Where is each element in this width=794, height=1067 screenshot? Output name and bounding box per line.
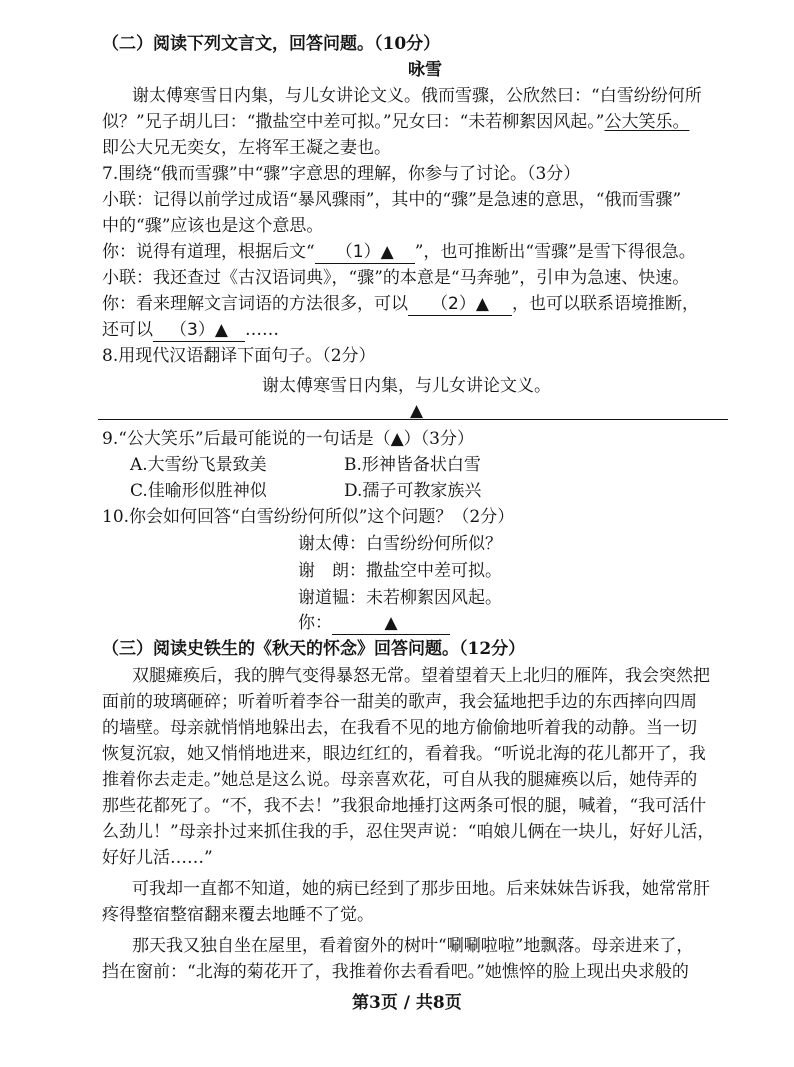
underlined-phrase: 公大笑乐。 <box>604 112 690 132</box>
p1-line-3: 的墙壁。母亲就悄悄地躲出去，在我看不见的地方偷偷地听着我的动静。当一切 <box>102 718 697 738</box>
question-10-stem: 10.你会如何回答“白雪纷纷何所似”这个问题？（2分） <box>102 507 515 527</box>
q7-line-2: 中的“骤”应该也是这个意思。 <box>102 216 324 236</box>
passage-line-1: 谢太傅寒雪日内集，与儿女讲论文义。俄而雪骤，公欣然曰：“白雪纷纷何所 <box>132 86 702 106</box>
q8-answer-mark: ▲ <box>410 401 424 421</box>
p1-line-5: 推着你去走走。”她总是这么说。母亲喜欢花，可自从我的腿瘫痪以后，她侍弄的 <box>102 770 698 790</box>
p2-line-1: 可我却一直都不知道，她的病已经到了那步田地。后来妹妹告诉我，她常常肝 <box>132 879 710 899</box>
question-9-stem: 9.“公大笑乐”后最可能说的一句话是（▲）（3分） <box>102 429 474 449</box>
q8-sentence: 谢太傅寒雪日内集，与儿女讲论文义。 <box>262 376 551 396</box>
p1-line-7: 么劲儿！”母亲扑过来抓住我的手，忍住哭声说：“咱娘儿俩在一块儿，好好儿活， <box>102 822 715 842</box>
q10-answer-blank[interactable]: ▲ <box>332 612 450 635</box>
passage-line-3: 即公大兄无奕女，左将军王凝之妻也。 <box>102 138 391 158</box>
p1-line-8: 好好儿活……” <box>102 848 213 868</box>
p1-line-4: 恢复沉寂，她又悄悄地进来，眼边红红的，看着我。“听说北海的花儿都开了，我 <box>102 744 706 764</box>
dialogue-line-2: 谢 朗：撒盐空中差可拟。 <box>298 561 502 581</box>
option-c[interactable]: C.佳喻形似胜神似 <box>130 481 267 501</box>
q7-you-line-3: 还可以 （3）▲ …… <box>102 320 279 340</box>
section-3-heading: （三）阅读史铁生的《秋天的怀念》回答问题。（12分） <box>102 639 526 659</box>
p1-line-6: 那些花都死了。“不，我不去！”我狠命地捶打这两条可恨的腿，喊着，“我可活什 <box>102 796 707 816</box>
question-8-stem: 8.用现代汉语翻译下面句子。（2分） <box>102 346 376 366</box>
answer-blank-2[interactable]: （2）▲ <box>408 293 512 316</box>
dialogue-line-1: 谢太傅：白雪纷纷何所似？ <box>298 534 502 554</box>
poem-title: 咏雪 <box>408 60 442 80</box>
option-b[interactable]: B.形神皆备状白雪 <box>344 455 481 475</box>
question-7-stem: 7.围绕“俄而雪骤”中“骤”字意思的理解，你参与了讨论。（3分） <box>102 164 581 184</box>
q7-you-line-1: 你：说得有道理，根据后文“ （1）▲ ”，也可推断出“雪骤”是雪下得很急。 <box>102 242 696 262</box>
p2-line-2: 疼得整宿整宿翻来覆去地睡不了觉。 <box>102 905 374 925</box>
answer-blank-3[interactable]: （3）▲ <box>153 319 245 342</box>
option-a[interactable]: A.大雪纷飞景致美 <box>130 455 267 475</box>
page-footer: 第3页 / 共8页 <box>352 993 462 1013</box>
q8-answer-line[interactable] <box>98 419 728 420</box>
passage-line-2: 似？”兄子胡儿曰：“撒盐空中差可拟。”兄女曰：“未若柳絮因风起。”公大笑乐。 <box>102 112 690 132</box>
q7-xiaolian-line: 小联：我还查过《古汉语词典》，“骤”的本意是“马奔驰”，引申为急速、快速。 <box>102 268 690 288</box>
section-2-heading: （二）阅读下列文言文，回答问题。（10分） <box>102 34 441 54</box>
p3-line-2: 挡在窗前：“北海的菊花开了，我推着你去看看吧。”她憔悴的脸上现出央求般的 <box>102 962 689 982</box>
q10-answer-line: 你： ▲ <box>298 612 450 635</box>
p3-line-1: 那天我又独自坐在屋里，看着窗外的树叶“唰唰啦啦”地飘落。母亲进来了， <box>132 936 694 956</box>
option-d[interactable]: D.孺子可教家族兴 <box>344 481 482 501</box>
dialogue-line-3: 谢道韫：未若柳絮因风起。 <box>298 588 502 608</box>
q7-line-1: 小联：记得以前学过成语“暴风骤雨”，其中的“骤”是急速的意思，“俄而雪骤” <box>102 190 682 210</box>
p1-line-2: 面前的玻璃砸碎；听着听着李谷一甜美的歌声，我会猛地把手边的东西摔向四周 <box>102 692 697 712</box>
p1-line-1: 双腿瘫痪后，我的脾气变得暴怒无常。望着望着天上北归的雁阵，我会突然把 <box>132 666 710 686</box>
q7-you-line-2: 你：看来理解文言词语的方法很多，可以 （2）▲ ，也可以联系语境推断， <box>102 294 699 314</box>
answer-blank-1[interactable]: （1）▲ <box>315 241 415 264</box>
